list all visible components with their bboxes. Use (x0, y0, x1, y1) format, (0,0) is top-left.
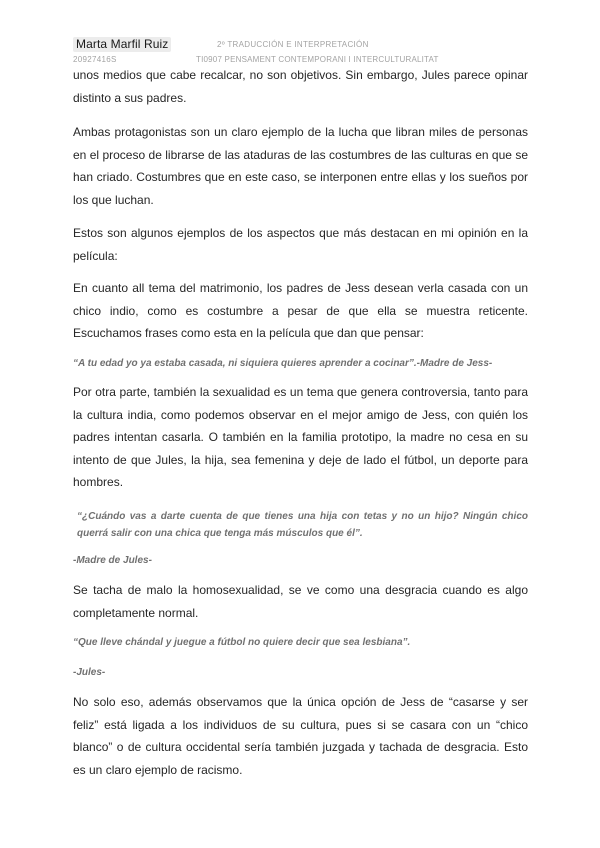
author-name: Marta Marfil Ruiz (73, 37, 171, 52)
course-title: 2º TRADUCCIÓN E INTERPRETACIÓN (217, 40, 369, 49)
page-header (0, 0, 600, 66)
student-id: 20927416S (73, 55, 117, 64)
paragraph-4: En cuanto all tema del matrimonio, los padres de Jess desean verla casada con un chico indio, como es costumbre a pesar de que ella se muestra reticente. Escuchamos frases como esta en la película que dan que pensar: (73, 281, 528, 340)
document-body (73, 64, 528, 781)
quote-mother-of-jess: “A tu edad yo ya estaba casada, ni siquiera quieres aprender a cocinar”.-Madre de Jess- (73, 357, 493, 369)
quote-attribution-jules: -Jules- (73, 666, 106, 678)
paragraph-3: Estos son algunos ejemplos de los aspectos que más destacan en mi opinión en la película: (73, 226, 528, 263)
paragraph-5: Por otra parte, también la sexualidad es un tema que genera controversia, tanto para la cultura india, como podemos observar en el mejor amigo de Jess, con quién los padres intentan casarla. O también en la familia prototipo, la madre no cesa en su intento de que Jules, la hija, sea femenina y deje de lado el fútbol, un deporte para hombres. (73, 385, 528, 489)
paragraph-7: No solo eso, además observamos que la única opción de Jess de “casarse y ser feliz” está ligada a los individuos de su cultura, pues si se casara con un “chico blanco” o de cultura occidental sería también juzgada y tachada de desgracia. Esto es un claro ejemplo de racismo. (73, 695, 528, 777)
paragraph-6: Se tacha de malo la homosexualidad, se ve como una desgracia cuando es algo completamente normal. (73, 583, 528, 620)
quote-mother-of-jules: “¿Cuándo vas a darte cuenta de que tienes una hija con tetas y no un hijo? Ningún chico querrá salir con una chica que tenga más músculos que él”. (77, 510, 528, 539)
paragraph-1: unos medios que cabe recalcar, no son objetivos. Sin embargo, Jules parece opinar distinto a sus padres. (73, 68, 528, 105)
quote-attribution-mother-of-jules: -Madre de Jules- (73, 554, 152, 566)
course-code: TI0907 PENSAMENT CONTEMPORANI I INTERCULTURALITAT (196, 55, 439, 64)
paragraph-2: Ambas protagonistas son un claro ejemplo de la lucha que libran miles de personas en el proceso de librarse de las ataduras de las costumbres de las culturas en que se han criado. Costumbres que en este caso, se interponen entre ellas y los sueños por los que luchan. (73, 125, 528, 207)
quote-jules: “Que lleve chándal y juegue a fútbol no quiere decir que sea lesbiana”. (73, 637, 411, 648)
